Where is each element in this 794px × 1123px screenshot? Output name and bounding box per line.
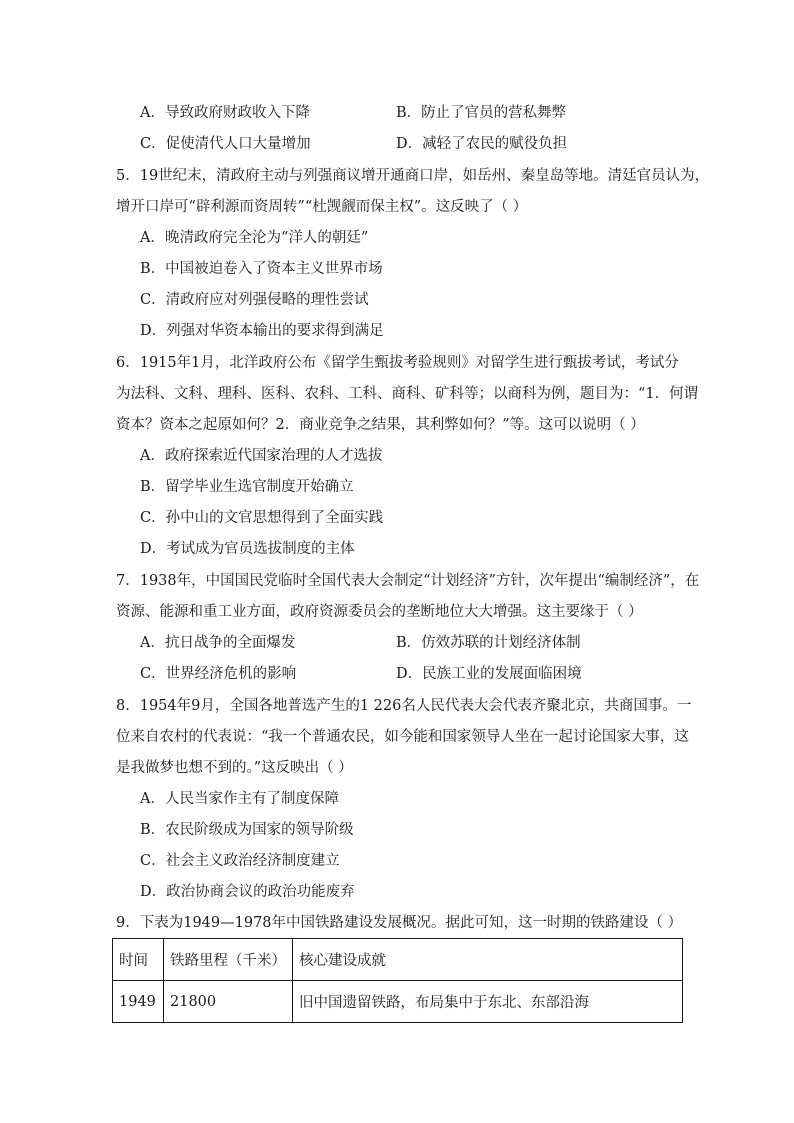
- q4-option-b[interactable]: B．防止了官员的营私舞弊: [396, 105, 567, 121]
- q7-option-c[interactable]: C．世界经济危机的影响: [140, 666, 297, 682]
- q8-option-b[interactable]: B．农民阶级成为国家的领导阶级: [140, 822, 354, 838]
- q5-option-c[interactable]: C．清政府应对列强侵略的理性尝试: [140, 292, 369, 308]
- q6-option-a[interactable]: A．政府探索近代国家治理的人才选拔: [140, 448, 383, 464]
- table-header-cell: 铁路里程（千米）: [164, 939, 293, 981]
- q6-stem-line1: 6．1915年1月，北洋政府公布《留学生甄拔考验规则》对留学生进行甄拔考试，考试分: [116, 355, 679, 371]
- table-header-row: [113, 939, 683, 981]
- q8-stem-line3: 是我做梦也想不到的。”这反映出（ ）: [116, 760, 353, 776]
- q6-option-b[interactable]: B．留学毕业生选官制度开始确立: [140, 479, 354, 495]
- q4-option-a[interactable]: A．导致政府财政收入下降: [140, 105, 310, 121]
- q8-stem-line2: 位来自农村的代表说：“我一个普通农民，如今能和国家领导人坐在一起讨论国家大事，这: [116, 729, 689, 745]
- q7-option-a[interactable]: A．抗日战争的全面爆发: [140, 635, 296, 651]
- q6-stem-line3: 资本？资本之起原如何？2．商业竞争之结果，其利弊如何？”等。这可以说明（ ）: [116, 417, 645, 433]
- table-header-cell: 核心建设成就: [293, 939, 683, 981]
- q4-option-d[interactable]: D．减轻了农民的赋役负担: [396, 136, 568, 152]
- q5-stem-line1: 5．19世纪末，清政府主动与列强商议增开通商口岸，如岳州、秦皇岛等地。清廷官员认为，: [116, 168, 710, 184]
- q5-option-a[interactable]: A．晚清政府完全沦为“洋人的朝廷”: [140, 230, 369, 246]
- q5-option-b[interactable]: B．中国被迫卷入了资本主义世界市场: [140, 261, 383, 277]
- q6-option-c[interactable]: C．孙中山的文官思想得到了全面实践: [140, 510, 384, 526]
- railway-table: [112, 938, 683, 1023]
- q5-option-d[interactable]: D．列强对华资本输出的要求得到满足: [140, 323, 384, 339]
- q5-stem-line2: 增开口岸可“辟利源而资周转”“杜觊觎而保主权”。这反映了（ ）: [116, 199, 528, 215]
- q6-stem-line2: 为法科、文科、理科、医科、农科、工科、商科、矿科等；以商科为例，题目为：“1．何谓: [116, 386, 699, 402]
- q9-stem-line1: 9．下表为1949—1978年中国铁路建设发展概况。据此可知，这一时期的铁路建设（ ）: [116, 915, 683, 931]
- q4-option-c[interactable]: C．促使清代人口大量增加: [140, 136, 311, 152]
- q7-option-d[interactable]: D．民族工业的发展面临困境: [396, 666, 582, 682]
- q8-stem-line1: 8．1954年9月，全国各地普选产生的1 226名人民代表大会代表齐聚北京，共商国事。一: [116, 698, 692, 714]
- table-cell: 1949: [113, 981, 164, 1023]
- table-row: [113, 981, 683, 1023]
- q8-option-c[interactable]: C．社会主义政治经济制度建立: [140, 853, 340, 869]
- table-header-cell: 时间: [113, 939, 164, 981]
- table-cell: 21800: [164, 981, 293, 1023]
- q8-option-d[interactable]: D．政治协商会议的政治功能废弃: [140, 884, 355, 900]
- q7-stem-line2: 资源、能源和重工业方面，政府资源委员会的垄断地位大大增强。这主要缘于（ ）: [116, 604, 643, 620]
- q7-option-b[interactable]: B．仿效苏联的计划经济体制: [396, 635, 581, 651]
- q8-option-a[interactable]: A．人民当家作主有了制度保障: [140, 791, 339, 807]
- table-cell: 旧中国遗留铁路，布局集中于东北、东部沿海: [293, 981, 683, 1023]
- q7-stem-line1: 7．1938年，中国国民党临时全国代表大会制定“计划经济”方针，次年提出“编制经济”，在: [116, 573, 700, 589]
- q6-option-d[interactable]: D．考试成为官员选拔制度的主体: [140, 541, 355, 557]
